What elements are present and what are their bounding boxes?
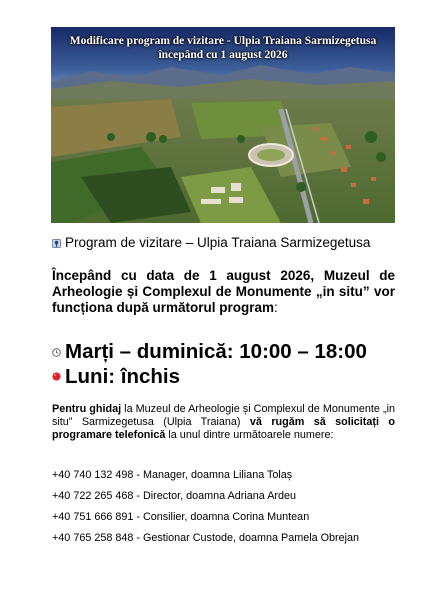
intro-text: Începând cu data de 1 august 2026, Muzeul de Arheologie și Complexul de Monumente „in situ” vor funcționa după următorul program	[52, 268, 395, 315]
program-subtitle	[52, 235, 370, 251]
contact-director: +40 722 265 468 - Director, doamna Adriana Ardeu	[52, 490, 296, 502]
red-circle-icon	[52, 363, 61, 387]
contact-consilier: +40 751 666 891 - Consilier, doamna Corina Muntean	[52, 511, 310, 523]
contact-manager: +40 740 132 498 - Manager, doamna Liliana Tolaș	[52, 469, 293, 481]
guide-paragraph	[52, 403, 395, 442]
schedule-closed-row	[52, 365, 367, 390]
guide-text-2: la Muzeul de Arheologie și Complexul de Monumente „in situ” Sarmizegetusa (Ulpia Traiana)	[52, 403, 395, 428]
subtitle-text: Program de vizitare – Ulpia Traiana Sarmizegetusa	[65, 235, 371, 250]
guide-bold-1: Pentru ghidaj	[52, 403, 122, 415]
hero-aerial-photo	[51, 27, 395, 223]
guide-bold-3: vă rugăm să solicitați o programare telefonică	[52, 416, 395, 441]
guide-text-4: la unul dintre următoarele numere:	[165, 429, 334, 441]
schedule-block	[52, 340, 367, 389]
hero-title-line1: Modificare program de vizitare - Ulpia Traiana Sarmizegetusa	[69, 35, 377, 47]
intro-paragraph	[52, 268, 395, 316]
contact-gestionar: +40 765 258 848 - Gestionar Custode, doamna Pamela Obrejan	[52, 532, 360, 544]
pin-icon	[52, 236, 61, 251]
intro-colon: :	[274, 300, 278, 315]
schedule-open-row	[52, 340, 367, 365]
hero-title	[51, 34, 395, 62]
hero-title-line2: începând cu 1 august 2026	[158, 49, 288, 61]
clock-icon	[52, 339, 61, 363]
schedule-open-text: Marți – duminică: 10:00 – 18:00	[65, 340, 367, 363]
schedule-closed-text: Luni: închis	[65, 364, 181, 388]
